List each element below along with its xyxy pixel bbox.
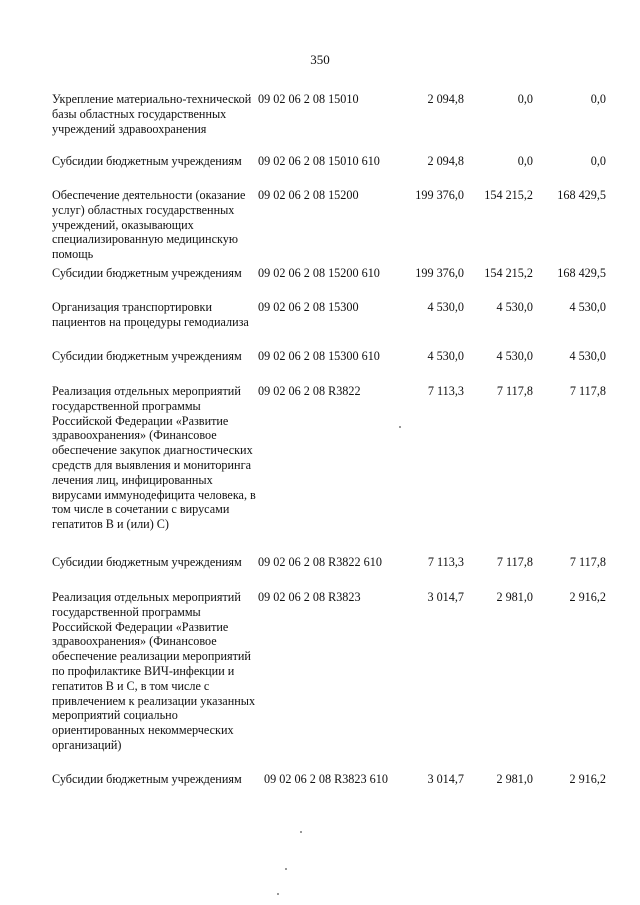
row-value-1: 7 113,3 xyxy=(427,384,464,398)
row-code: 09 02 06 2 08 15010 610 xyxy=(258,154,380,168)
row-description: Реализация отдельных мероприятий государственной программы Российской Федерации «Развитие здравоохранения» (Финансовое обеспечение закупок диагностических средств для выявления и мониторинга лечения лиц, инфицированных вирусами иммунодефицита человека, в том числе в сочетании с вирусами гепатитов В и (или) С) xyxy=(52,384,256,532)
row-value-3: 2 916,2 xyxy=(569,772,606,786)
row-value-3: 0,0 xyxy=(590,92,606,106)
row-value-3: 4 530,0 xyxy=(569,349,606,363)
row-value-1: 199 376,0 xyxy=(415,188,464,202)
row-description: Субсидии бюджетным учреждениям xyxy=(52,154,242,168)
row-value-2: 7 117,8 xyxy=(496,384,533,398)
row-code: 09 02 06 2 08 15300 xyxy=(258,300,359,314)
row-value-3: 4 530,0 xyxy=(569,300,606,314)
row-value-3: 2 916,2 xyxy=(569,590,606,604)
row-code: 09 02 06 2 08 R3822 610 xyxy=(258,555,382,569)
row-value-2: 2 981,0 xyxy=(496,772,533,786)
row-value-2: 154 215,2 xyxy=(484,188,533,202)
row-description: Субсидии бюджетным учреждениям xyxy=(52,555,242,569)
row-value-3: 168 429,5 xyxy=(557,188,606,202)
scan-speck xyxy=(399,426,401,428)
row-description: Субсидии бюджетным учреждениям xyxy=(52,349,242,363)
row-value-3: 7 117,8 xyxy=(569,384,606,398)
row-value-3: 168 429,5 xyxy=(557,266,606,280)
scan-speck xyxy=(300,831,302,833)
row-value-1: 2 094,8 xyxy=(427,92,464,106)
row-description: Обеспечение деятельности (оказание услуг) областных государственных учреждений, оказывающих специализированную медицинскую помощь xyxy=(52,188,246,262)
row-value-1: 4 530,0 xyxy=(427,349,464,363)
row-code: 09 02 06 2 08 R3823 610 xyxy=(264,772,388,786)
row-value-3: 0,0 xyxy=(590,154,606,168)
row-value-2: 0,0 xyxy=(517,154,533,168)
row-value-1: 3 014,7 xyxy=(427,772,464,786)
row-value-1: 4 530,0 xyxy=(427,300,464,314)
row-description: Организация транспортировки пациентов на процедуры гемодиализа xyxy=(52,300,249,329)
row-value-2: 154 215,2 xyxy=(484,266,533,280)
row-value-1: 7 113,3 xyxy=(427,555,464,569)
scan-speck xyxy=(285,868,287,870)
row-value-2: 2 981,0 xyxy=(496,590,533,604)
row-code: 09 02 06 2 08 15010 xyxy=(258,92,359,106)
row-value-2: 4 530,0 xyxy=(496,300,533,314)
row-value-2: 4 530,0 xyxy=(496,349,533,363)
row-description: Субсидии бюджетным учреждениям xyxy=(52,772,242,786)
row-description: Укрепление материально-технической базы областных государственных учреждений здравоохранения xyxy=(52,92,252,136)
row-value-1: 3 014,7 xyxy=(427,590,464,604)
row-value-2: 7 117,8 xyxy=(496,555,533,569)
scan-speck xyxy=(277,893,279,895)
row-value-1: 2 094,8 xyxy=(427,154,464,168)
row-code: 09 02 06 2 08 15300 610 xyxy=(258,349,380,363)
row-value-1: 199 376,0 xyxy=(415,266,464,280)
row-value-2: 0,0 xyxy=(517,92,533,106)
row-description: Реализация отдельных мероприятий государственной программы Российской Федерации «Развитие здравоохранения» (Финансовое обеспечение реализации мероприятий по профилактике ВИЧ-инфекции и гепатитов В и С, в том числе с привлечением к реализации указанных мероприятий социально ориентированных некоммерческих организаций) xyxy=(52,590,256,752)
row-code: 09 02 06 2 08 R3823 xyxy=(258,590,361,604)
row-code: 09 02 06 2 08 R3822 xyxy=(258,384,361,398)
row-value-3: 7 117,8 xyxy=(569,555,606,569)
page-number: 350 xyxy=(310,52,330,67)
row-code: 09 02 06 2 08 15200 xyxy=(258,188,359,202)
row-code: 09 02 06 2 08 15200 610 xyxy=(258,266,380,280)
row-description: Субсидии бюджетным учреждениям xyxy=(52,266,242,280)
